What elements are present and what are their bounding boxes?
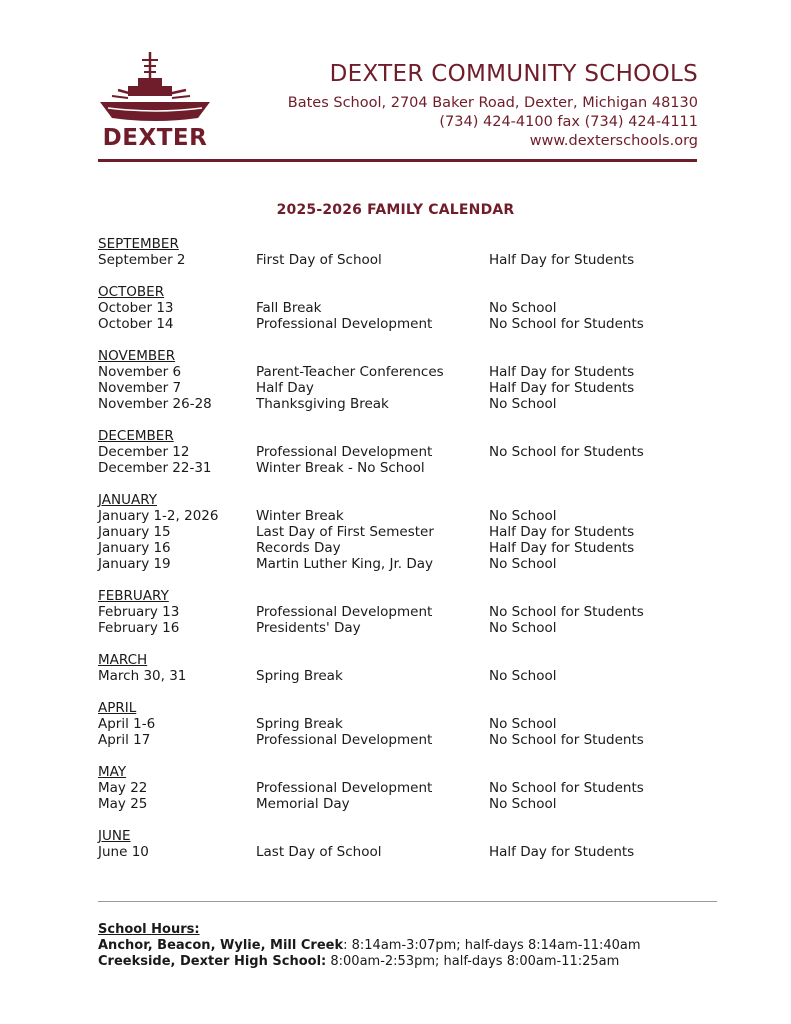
event-note: No School <box>489 556 557 572</box>
event-date: January 16 <box>98 540 171 556</box>
calendar-row <box>98 524 718 540</box>
event-name: Professional Development <box>256 780 433 796</box>
school-hours <box>98 922 641 970</box>
event-name: Parent-Teacher Conferences <box>256 364 444 380</box>
event-name: Thanksgiving Break <box>256 396 389 412</box>
school-hours-line <box>98 938 641 954</box>
event-name: Presidents' Day <box>256 620 361 636</box>
event-name: Professional Development <box>256 732 433 748</box>
calendar-row <box>98 444 718 460</box>
month-heading: APRIL <box>98 700 137 716</box>
event-name: Spring Break <box>256 716 343 732</box>
calendar-list <box>98 236 718 876</box>
month-heading: NOVEMBER <box>98 348 176 364</box>
footer-divider <box>98 901 717 902</box>
event-note: Half Day for Students <box>489 844 635 860</box>
calendar-row <box>98 716 718 732</box>
month-group <box>98 348 718 412</box>
event-name: Memorial Day <box>256 796 350 812</box>
school-hours-times: 8:00am-2:53pm; half-days 8:00am-11:25am <box>326 954 620 969</box>
event-name: Martin Luther King, Jr. Day <box>256 556 434 572</box>
event-date: April 1-6 <box>98 716 156 732</box>
school-hours-title: School Hours: <box>98 922 200 937</box>
calendar-row <box>98 780 718 796</box>
month-heading: JANUARY <box>98 492 157 508</box>
month-heading: OCTOBER <box>98 284 165 300</box>
event-date: December 22-31 <box>98 460 212 476</box>
calendar-title: 2025-2026 FAMILY CALENDAR <box>276 202 515 218</box>
school-hours-schools: Anchor, Beacon, Wylie, Mill Creek <box>98 938 344 953</box>
month-group <box>98 588 718 636</box>
month-group <box>98 428 718 476</box>
month-heading: DECEMBER <box>98 428 174 444</box>
event-note: Half Day for Students <box>489 540 635 556</box>
event-name: Professional Development <box>256 316 433 332</box>
event-name: Last Day of First Semester <box>256 524 434 540</box>
event-date: September 2 <box>98 252 186 268</box>
calendar-row <box>98 604 718 620</box>
event-note: No School <box>489 300 557 316</box>
event-note: No School for Students <box>489 444 644 460</box>
school-hours-schools: Creekside, Dexter High School: <box>98 954 327 969</box>
event-name: Professional Development <box>256 604 433 620</box>
event-name: Records Day <box>256 540 341 556</box>
phone-fax: (734) 424-4100 fax (734) 424-4111 <box>439 114 698 130</box>
calendar-row <box>98 316 718 332</box>
event-date: February 16 <box>98 620 180 636</box>
event-name: Winter Break <box>256 508 344 524</box>
event-date: June 10 <box>98 844 149 860</box>
calendar-row <box>98 508 718 524</box>
school-name: DEXTER COMMUNITY SCHOOLS <box>329 61 698 87</box>
event-name: Winter Break - No School <box>256 460 425 476</box>
month-heading: MAY <box>98 764 127 780</box>
event-note: Half Day for Students <box>489 380 635 396</box>
event-note: No School for Students <box>489 780 644 796</box>
month-group <box>98 284 718 332</box>
calendar-row <box>98 300 718 316</box>
month-heading: FEBRUARY <box>98 588 169 604</box>
event-note: No School for Students <box>489 732 644 748</box>
event-note: No School <box>489 508 557 524</box>
dexter-logo <box>98 50 212 150</box>
month-group <box>98 828 718 860</box>
calendar-row <box>98 364 718 380</box>
event-date: January 1-2, 2026 <box>98 508 219 524</box>
school-hours-times: : 8:14am-3:07pm; half-days 8:14am-11:40am <box>343 938 641 953</box>
calendar-row <box>98 844 718 860</box>
month-group <box>98 700 718 748</box>
event-date: November 26-28 <box>98 396 212 412</box>
calendar-row <box>98 556 718 572</box>
month-heading: MARCH <box>98 652 148 668</box>
event-date: December 12 <box>98 444 190 460</box>
calendar-row <box>98 252 718 268</box>
month-heading: SEPTEMBER <box>98 236 179 252</box>
event-note: No School <box>489 396 557 412</box>
calendar-row <box>98 668 718 684</box>
event-note: Half Day for Students <box>489 524 635 540</box>
school-header <box>288 60 698 151</box>
month-group <box>98 652 718 684</box>
calendar-row <box>98 732 718 748</box>
event-name: Professional Development <box>256 444 433 460</box>
event-note: No School for Students <box>489 316 644 332</box>
event-note: No School for Students <box>489 604 644 620</box>
calendar-row <box>98 540 718 556</box>
event-note: Half Day for Students <box>489 364 635 380</box>
event-note: No School <box>489 716 557 732</box>
event-date: October 14 <box>98 316 174 332</box>
month-group <box>98 492 718 572</box>
event-date: February 13 <box>98 604 180 620</box>
event-date: May 22 <box>98 780 148 796</box>
logo-wordmark: DEXTER <box>102 125 208 151</box>
calendar-row <box>98 620 718 636</box>
event-note: Half Day for Students <box>489 252 635 268</box>
month-group <box>98 764 718 812</box>
school-hours-line <box>98 954 641 970</box>
event-date: January 19 <box>98 556 171 572</box>
event-name: First Day of School <box>256 252 382 268</box>
calendar-row <box>98 460 718 476</box>
event-name: Spring Break <box>256 668 343 684</box>
month-heading: JUNE <box>98 828 131 844</box>
event-date: November 7 <box>98 380 182 396</box>
header-divider <box>98 159 697 162</box>
event-note: No School <box>489 796 557 812</box>
event-note: No School <box>489 620 557 636</box>
calendar-row <box>98 396 718 412</box>
event-name: Fall Break <box>256 300 322 316</box>
event-name: Half Day <box>256 380 314 396</box>
calendar-row <box>98 380 718 396</box>
event-date: January 15 <box>98 524 171 540</box>
school-address: Bates School, 2704 Baker Road, Dexter, Michigan 48130 <box>287 95 698 111</box>
ship-icon <box>98 50 212 130</box>
event-date: March 30, 31 <box>98 668 187 684</box>
calendar-row <box>98 796 718 812</box>
event-note: No School <box>489 668 557 684</box>
event-date: April 17 <box>98 732 151 748</box>
event-date: October 13 <box>98 300 174 316</box>
event-date: November 6 <box>98 364 182 380</box>
website-link[interactable]: www.dexterschools.org <box>529 133 698 149</box>
event-name: Last Day of School <box>256 844 382 860</box>
event-date: May 25 <box>98 796 148 812</box>
month-group <box>98 236 718 268</box>
